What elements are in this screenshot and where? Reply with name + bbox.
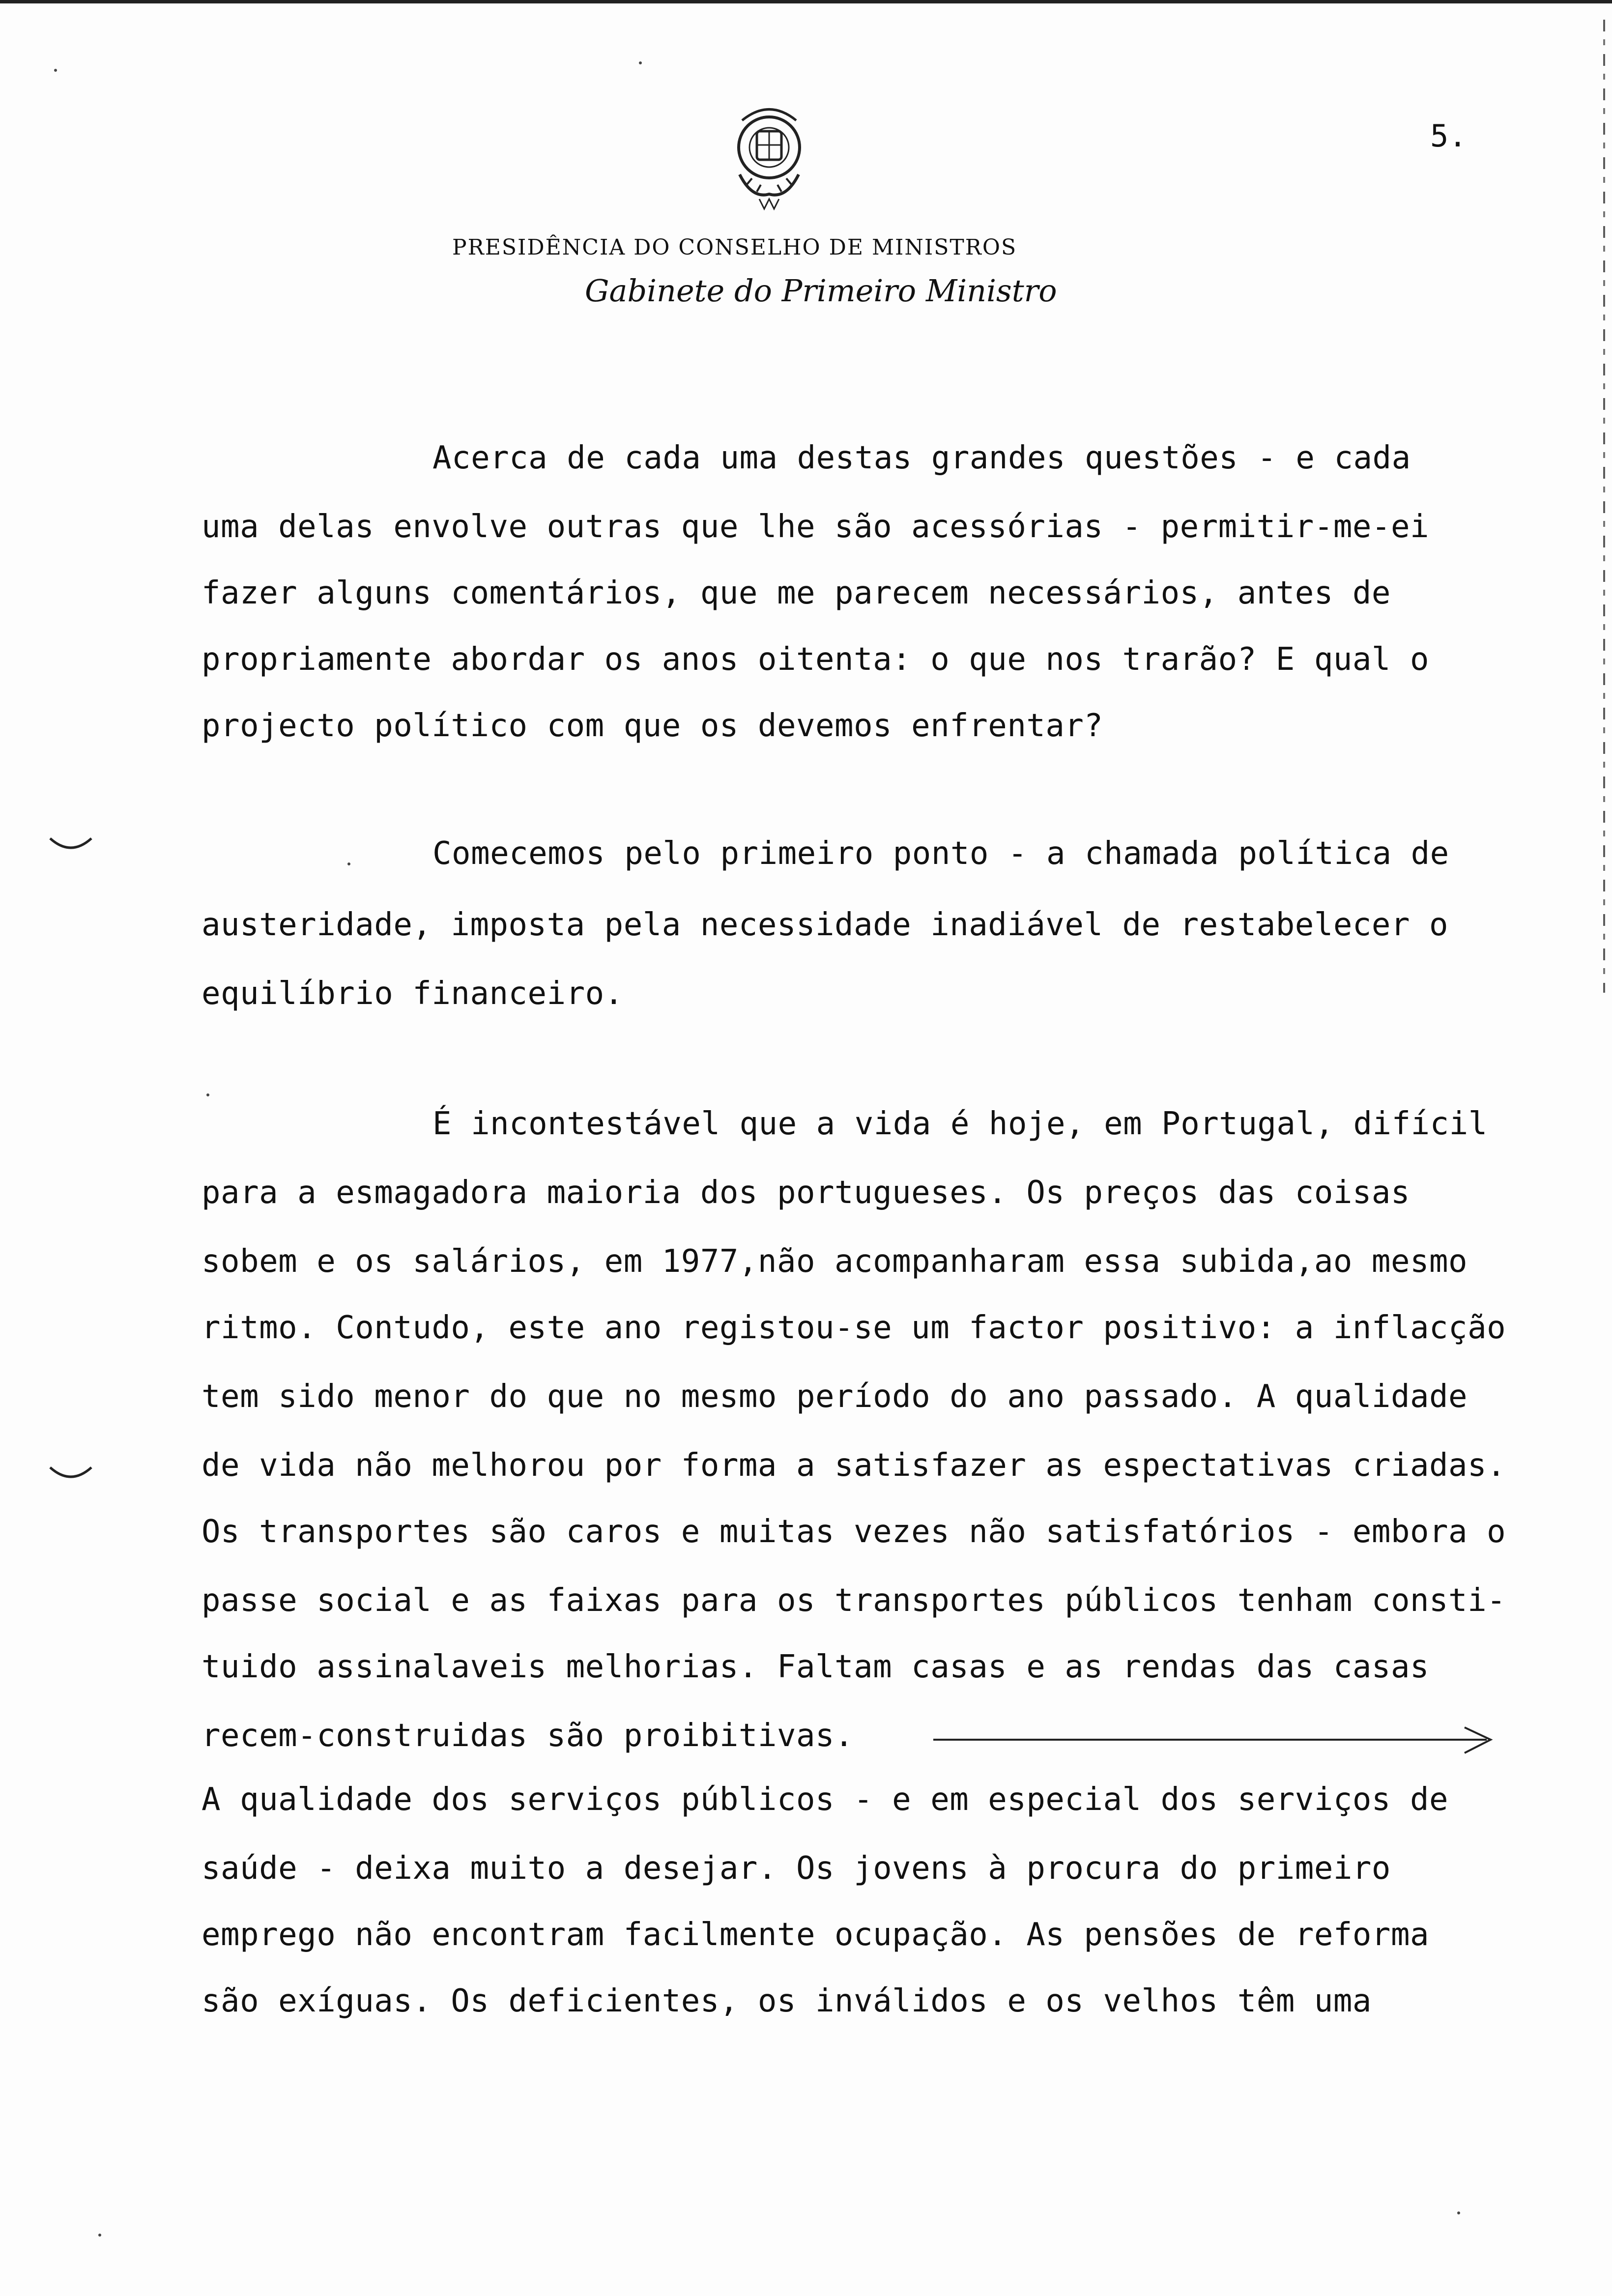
paragraph-3-line-13: emprego não encontram facilmente ocupação. As pensões de reforma bbox=[202, 1917, 1429, 1953]
top-border-line bbox=[0, 0, 1612, 3]
paragraph-2-line-3: equilíbrio financeiro. bbox=[202, 976, 624, 1012]
paragraph-3-line-10: recem-construidas são proibitivas. bbox=[202, 1718, 854, 1754]
ink-speck bbox=[347, 862, 350, 865]
paragraph-1-line-2: uma delas envolve outras que lhe são acessórias - permitir-me-ei bbox=[202, 509, 1429, 545]
ink-speck bbox=[206, 1093, 209, 1096]
margin-check-mark-icon bbox=[48, 835, 93, 853]
ink-speck bbox=[98, 2234, 101, 2237]
paragraph-3-line-3: sobem e os salários, em 1977,não acompanharam essa subida,ao mesmo bbox=[202, 1243, 1468, 1280]
paragraph-3-line-12: saúde - deixa muito a desejar. Os jovens à procura do primeiro bbox=[202, 1850, 1391, 1887]
ink-speck bbox=[1457, 2211, 1460, 2214]
paragraph-3-line-7: Os transportes são caros e muitas vezes não satisfatórios - embora o bbox=[202, 1514, 1506, 1550]
ink-speck bbox=[54, 69, 57, 72]
scan-edge-marks bbox=[1603, 20, 1605, 993]
paragraph-1-line-5: projecto político com que os devemos enfrentar? bbox=[202, 708, 1103, 744]
paragraph-2-line-1: Comecemos pelo primeiro ponto - a chamada política de bbox=[432, 835, 1449, 872]
paragraph-3-line-8: passe social e as faixas para os transportes públicos tenham consti- bbox=[202, 1582, 1506, 1619]
organization-name: PRESIDÊNCIA DO CONSELHO DE MINISTROS bbox=[452, 235, 1017, 260]
coat-of-arms-icon bbox=[713, 101, 826, 219]
paragraph-3-line-6: de vida não melhorou por forma a satisfazer as espectativas criadas. bbox=[202, 1447, 1506, 1484]
paragraph-3-line-9: tuido assinalaveis melhorias. Faltam casas e as rendas das casas bbox=[202, 1649, 1429, 1685]
paragraph-3-line-14: são exíguas. Os deficientes, os inválidos e os velhos têm uma bbox=[202, 1983, 1372, 2019]
paragraph-3-line-5: tem sido menor do que no mesmo período do ano passado. A qualidade bbox=[202, 1378, 1468, 1415]
ink-speck bbox=[639, 61, 642, 64]
margin-check-mark-icon bbox=[48, 1464, 93, 1482]
paragraph-1-line-1: Acerca de cada uma destas grandes questões - e cada bbox=[432, 440, 1411, 476]
paragraph-1-line-3: fazer alguns comentários, que me parecem necessários, antes de bbox=[202, 575, 1391, 611]
paragraph-3-line-1: É incontestável que a vida é hoje, em Portugal, difícil bbox=[432, 1106, 1488, 1142]
office-name: Gabinete do Primeiro Ministro bbox=[585, 273, 1057, 309]
arrow-right-icon bbox=[931, 1722, 1494, 1757]
paragraph-3-line-2: para a esmagadora maioria dos portugueses. Os preços das coisas bbox=[202, 1175, 1410, 1211]
paragraph-1-line-4: propriamente abordar os anos oitenta: o que nos trarão? E qual o bbox=[202, 641, 1429, 678]
page-number: 5. bbox=[1430, 118, 1467, 154]
paragraph-2-line-2: austeridade, imposta pela necessidade inadiável de restabelecer o bbox=[202, 907, 1449, 943]
paragraph-3-line-4: ritmo. Contudo, este ano registou-se um factor positivo: a inflacção bbox=[202, 1310, 1506, 1346]
paragraph-3-line-11: A qualidade dos serviços públicos - e em especial dos serviços de bbox=[202, 1781, 1449, 1818]
